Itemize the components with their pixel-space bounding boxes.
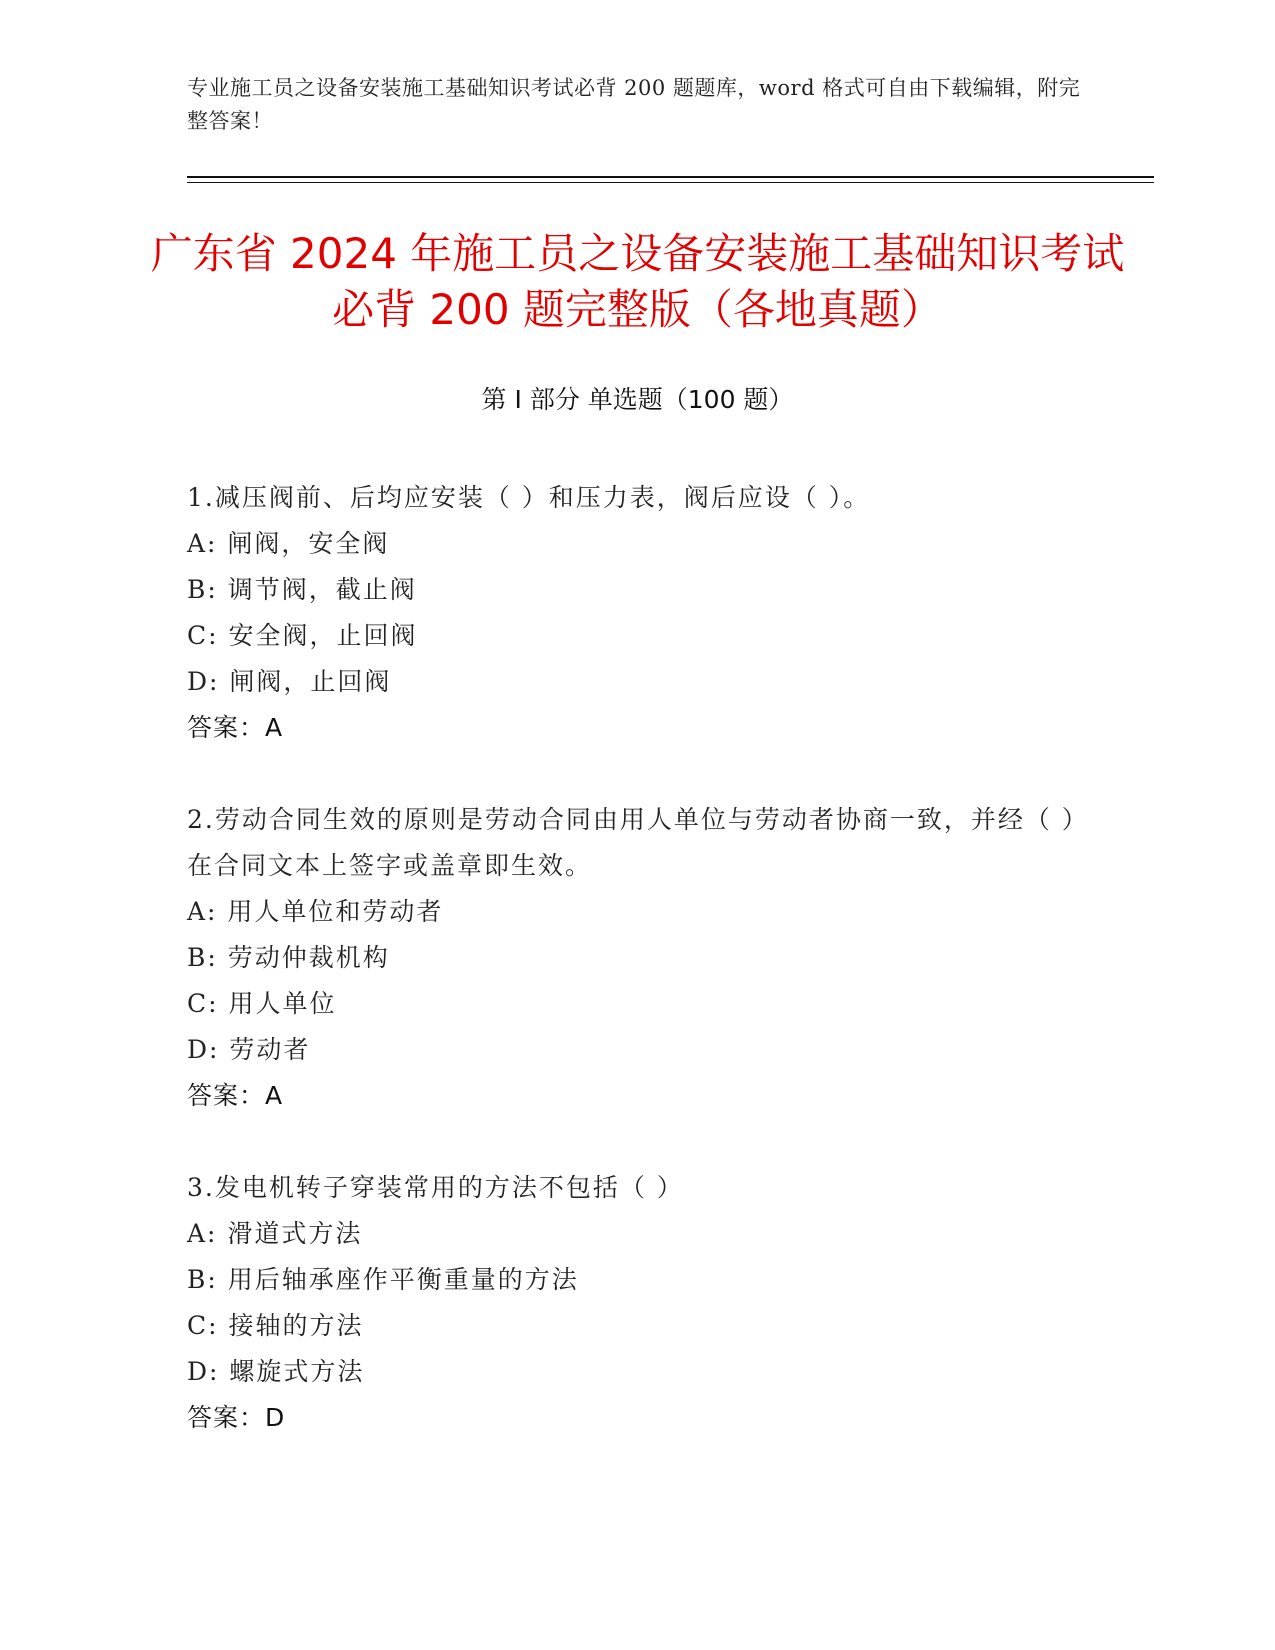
answer: 答案：D xyxy=(187,1403,286,1432)
header-rule-thick xyxy=(187,176,1154,178)
section-title: 第 I 部分 单选题（100 题） xyxy=(481,385,794,414)
answer: 答案：A xyxy=(187,713,284,742)
question-1 xyxy=(187,475,1087,751)
option-a: A: 用人单位和劳动者 xyxy=(187,897,444,926)
question-stem: 3.发电机转子穿装常用的方法不包括（ ） xyxy=(187,1173,684,1202)
document-title: 广东省 2024 年施工员之设备安装施工基础知识考试必背 200 题完整版（各地真题） xyxy=(150,229,1125,334)
option-c: C: 安全阀，止回阀 xyxy=(187,621,418,650)
option-a: A: 闸阀，安全阀 xyxy=(187,529,390,558)
option-b: B: 用后轴承座作平衡重量的方法 xyxy=(187,1265,579,1294)
header-note: 专业施工员之设备安装施工基础知识考试必背 200 题题库，word 格式可自由下载编辑，附完整答案！ xyxy=(187,76,1081,133)
option-d: D: 劳动者 xyxy=(187,1035,311,1064)
option-a: A: 滑道式方法 xyxy=(187,1219,363,1248)
header-rule-thin xyxy=(187,182,1154,183)
option-b: B: 劳动仲裁机构 xyxy=(187,943,390,972)
option-d: D: 螺旋式方法 xyxy=(187,1357,365,1386)
question-2 xyxy=(187,797,1087,1119)
option-b: B: 调节阀，截止阀 xyxy=(187,575,417,604)
answer: 答案：A xyxy=(187,1081,284,1110)
question-list xyxy=(187,475,1087,1487)
question-stem: 2.劳动合同生效的原则是劳动合同由用人单位与劳动者协商一致，并经（ ）在合同文本上签字或盖章即生效。 xyxy=(187,805,1077,880)
option-c: C: 用人单位 xyxy=(187,989,337,1018)
question-3 xyxy=(187,1165,1087,1441)
option-d: D: 闸阀，止回阀 xyxy=(187,667,392,696)
option-c: C: 接轴的方法 xyxy=(187,1311,364,1340)
question-stem: 1.减压阀前、后均应安装（ ）和压力表，阀后应设（ ）。 xyxy=(187,483,871,512)
